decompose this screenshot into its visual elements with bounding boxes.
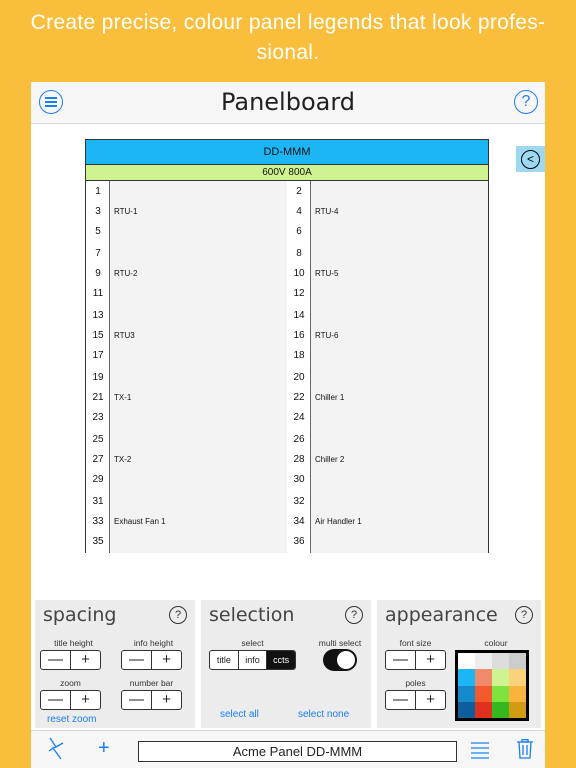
- circuit-label: RTU3: [114, 331, 135, 340]
- segment-info[interactable]: info: [239, 651, 268, 669]
- circuit-number: 36: [293, 536, 305, 547]
- circuit-label: Chiller 2: [315, 455, 345, 464]
- collapse-sidebar-tab[interactable]: [516, 146, 545, 172]
- circuit-number: 2: [296, 186, 302, 197]
- circuit-number: 35: [92, 536, 104, 547]
- circuit-number: 19: [92, 372, 104, 383]
- select-label: select: [241, 638, 264, 648]
- panel-name-field[interactable]: Acme Panel DD-MMM: [138, 741, 457, 762]
- circuit-label: TX-2: [114, 455, 132, 464]
- circuit-cell[interactable]: [311, 305, 488, 367]
- chevron-left-icon: <: [521, 150, 540, 169]
- select-all-link[interactable]: select all: [220, 709, 259, 720]
- selection-help-icon[interactable]: ?: [345, 606, 363, 624]
- title-height-stepper[interactable]: [40, 650, 101, 670]
- appearance-help-icon[interactable]: ?: [515, 606, 533, 624]
- colour-swatch[interactable]: [458, 669, 475, 685]
- number-bar: [287, 181, 311, 243]
- circuit-label: RTU-4: [315, 207, 339, 216]
- number-bar: [86, 305, 110, 367]
- decrement-button[interactable]: —: [41, 691, 71, 709]
- circuit-cell[interactable]: [110, 491, 287, 553]
- info-height-label: info height: [133, 638, 174, 648]
- colour-palette[interactable]: [455, 650, 529, 721]
- circuit-number: 6: [296, 226, 302, 237]
- circuit-number: 8: [296, 248, 302, 259]
- circuit-number: 7: [95, 248, 101, 259]
- appearance-section: [377, 600, 541, 728]
- circuit-number: 10: [293, 268, 305, 279]
- panel-info-bar[interactable]: 600V 800A: [86, 165, 488, 181]
- colour-swatch[interactable]: [458, 653, 475, 669]
- circuit-number: 16: [293, 330, 305, 341]
- increment-button[interactable]: +: [426, 651, 435, 668]
- number-bar: [287, 429, 311, 491]
- circuit-cell[interactable]: [311, 181, 488, 243]
- circuit-number: 15: [92, 330, 104, 341]
- circuit-number: 23: [92, 412, 104, 423]
- circuit-group[interactable]: [86, 367, 287, 429]
- circuit-number: 13: [92, 310, 104, 321]
- title-height-label: title height: [54, 638, 93, 648]
- trash-icon[interactable]: [517, 739, 533, 764]
- number-bar: [86, 181, 110, 243]
- circuit-number: 12: [293, 288, 305, 299]
- circuit-cell[interactable]: [110, 429, 287, 491]
- circuit-label: Air Handler 1: [315, 517, 362, 526]
- colour-swatch[interactable]: [509, 669, 526, 685]
- circuit-number: 11: [92, 288, 104, 299]
- number-bar: [287, 367, 311, 429]
- circuit-number: 33: [92, 516, 104, 527]
- number-bar: [86, 243, 110, 305]
- list-icon[interactable]: [471, 741, 489, 764]
- circuit-number: 20: [293, 372, 305, 383]
- circuit-cell[interactable]: [110, 305, 287, 367]
- circuit-label: Chiller 1: [315, 393, 345, 402]
- colour-swatch[interactable]: [492, 653, 509, 669]
- circuit-number: 3: [95, 206, 101, 217]
- circuit-number: 32: [293, 496, 305, 507]
- decrement-button[interactable]: —: [386, 691, 416, 709]
- panel-legend: [85, 139, 489, 553]
- circuit-group[interactable]: [287, 491, 488, 553]
- circuit-label: TX-1: [114, 393, 132, 402]
- circuit-number: 4: [296, 206, 302, 217]
- number-bar: [287, 243, 311, 305]
- colour-swatch[interactable]: [475, 702, 492, 718]
- promo-caption: [0, 8, 576, 68]
- decrement-button[interactable]: —: [122, 691, 152, 709]
- circuit-group[interactable]: [287, 181, 488, 243]
- circuit-label: RTU-2: [114, 269, 138, 278]
- colour-swatch[interactable]: [475, 669, 492, 685]
- multi-select-toggle[interactable]: [323, 649, 357, 671]
- right-circuit-column: [287, 181, 488, 552]
- circuit-number: 17: [92, 350, 104, 361]
- select-none-link[interactable]: select none: [298, 709, 350, 720]
- left-circuit-column: [86, 181, 287, 552]
- panel-title-bar[interactable]: DD-MMM: [86, 140, 488, 165]
- zoom-label: zoom: [60, 678, 81, 688]
- circuit-number: 18: [293, 350, 305, 361]
- circuit-number: 25: [92, 434, 104, 445]
- number-bar: [86, 367, 110, 429]
- colour-label: colour: [484, 638, 508, 648]
- settings-toolbar: [31, 596, 545, 730]
- spacing-help-icon[interactable]: ?: [169, 606, 187, 624]
- poles-stepper[interactable]: [385, 690, 446, 710]
- circuit-group[interactable]: [86, 491, 287, 553]
- circuit-number: 14: [293, 310, 305, 321]
- number-bar: [287, 305, 311, 367]
- promo-line-2: sional.: [256, 41, 320, 64]
- bottom-toolbar: [31, 730, 545, 768]
- colour-swatch[interactable]: [509, 686, 526, 702]
- number-bar: [287, 491, 311, 553]
- select-segmented-control[interactable]: [209, 650, 296, 670]
- circuit-label: Exhaust Fan 1: [114, 517, 166, 526]
- poles-label: poles: [405, 678, 426, 688]
- circuit-cell[interactable]: [311, 243, 488, 305]
- font-size-label: font size: [399, 638, 432, 648]
- colour-swatch[interactable]: [458, 702, 475, 718]
- segment-title[interactable]: title: [210, 651, 239, 669]
- selection-section: [201, 600, 371, 728]
- circuit-group[interactable]: [287, 367, 488, 429]
- circuit-label: RTU-6: [315, 331, 339, 340]
- circuit-number: 24: [293, 412, 305, 423]
- increment-button[interactable]: +: [162, 651, 171, 668]
- number-bar-label: number bar: [129, 678, 174, 688]
- app-window: [31, 82, 545, 768]
- circuit-number: 5: [95, 226, 101, 237]
- colour-swatch[interactable]: [509, 653, 526, 669]
- number-bar: [86, 429, 110, 491]
- circuit-number: 27: [92, 454, 104, 465]
- info-height-stepper[interactable]: [121, 650, 182, 670]
- circuit-number: 21: [92, 392, 104, 403]
- promo-line-1: Create precise, colour panel legends that look profes-: [30, 11, 546, 34]
- circuit-group[interactable]: [86, 243, 287, 305]
- spacing-section: [35, 600, 195, 728]
- circuit-number: 28: [293, 454, 305, 465]
- colour-swatch[interactable]: [492, 702, 509, 718]
- circuit-number: 31: [92, 496, 104, 507]
- circuit-cell[interactable]: [110, 243, 287, 305]
- circuit-number: 1: [95, 186, 101, 197]
- colour-swatch[interactable]: [492, 686, 509, 702]
- zoom-stepper[interactable]: [40, 690, 101, 710]
- circuit-cell[interactable]: [110, 367, 287, 429]
- spacing-title: spacing: [43, 604, 117, 626]
- decrement-button[interactable]: —: [386, 651, 416, 669]
- circuit-group[interactable]: [287, 429, 488, 491]
- circuit-cell[interactable]: [311, 367, 488, 429]
- multi-select-label: multi select: [318, 638, 362, 648]
- circuit-label: RTU-1: [114, 207, 138, 216]
- increment-button[interactable]: +: [81, 691, 90, 708]
- circuit-number: 22: [293, 392, 305, 403]
- colour-swatch[interactable]: [475, 653, 492, 669]
- decrement-button[interactable]: —: [122, 651, 152, 669]
- number-bar-stepper[interactable]: [121, 690, 182, 710]
- circuit-cell[interactable]: [110, 181, 287, 243]
- circuit-number: 34: [293, 516, 305, 527]
- reset-zoom-link[interactable]: reset zoom: [47, 714, 97, 725]
- number-bar: [86, 491, 110, 553]
- colour-swatch[interactable]: [458, 686, 475, 702]
- add-icon[interactable]: +: [98, 737, 110, 759]
- increment-button[interactable]: +: [426, 691, 435, 708]
- circuit-cell[interactable]: [311, 491, 488, 553]
- appearance-title: appearance: [385, 604, 498, 626]
- colour-swatch[interactable]: [475, 686, 492, 702]
- circuit-group[interactable]: [86, 305, 287, 367]
- circuit-group[interactable]: [86, 429, 287, 491]
- selection-title: selection: [209, 604, 295, 626]
- circuit-number: 9: [95, 268, 101, 279]
- colour-swatch[interactable]: [492, 669, 509, 685]
- lightning-icon[interactable]: [47, 737, 69, 766]
- font-size-stepper[interactable]: [385, 650, 446, 670]
- colour-swatch[interactable]: [509, 702, 526, 718]
- circuit-number: 26: [293, 434, 305, 445]
- circuit-group[interactable]: [86, 181, 287, 243]
- segment-ccts[interactable]: ccts: [267, 651, 295, 669]
- navigation-bar: [31, 82, 545, 124]
- page-title: Panelboard: [220, 88, 356, 116]
- circuit-group[interactable]: [287, 305, 488, 367]
- decrement-button[interactable]: —: [41, 651, 71, 669]
- increment-button[interactable]: +: [81, 651, 90, 668]
- circuit-label: RTU-5: [315, 269, 339, 278]
- increment-button[interactable]: +: [162, 691, 171, 708]
- circuit-number: 29: [92, 474, 104, 485]
- circuit-group[interactable]: [287, 243, 488, 305]
- circuit-cell[interactable]: [311, 429, 488, 491]
- circuit-number: 30: [293, 474, 305, 485]
- help-icon[interactable]: ?: [514, 90, 538, 114]
